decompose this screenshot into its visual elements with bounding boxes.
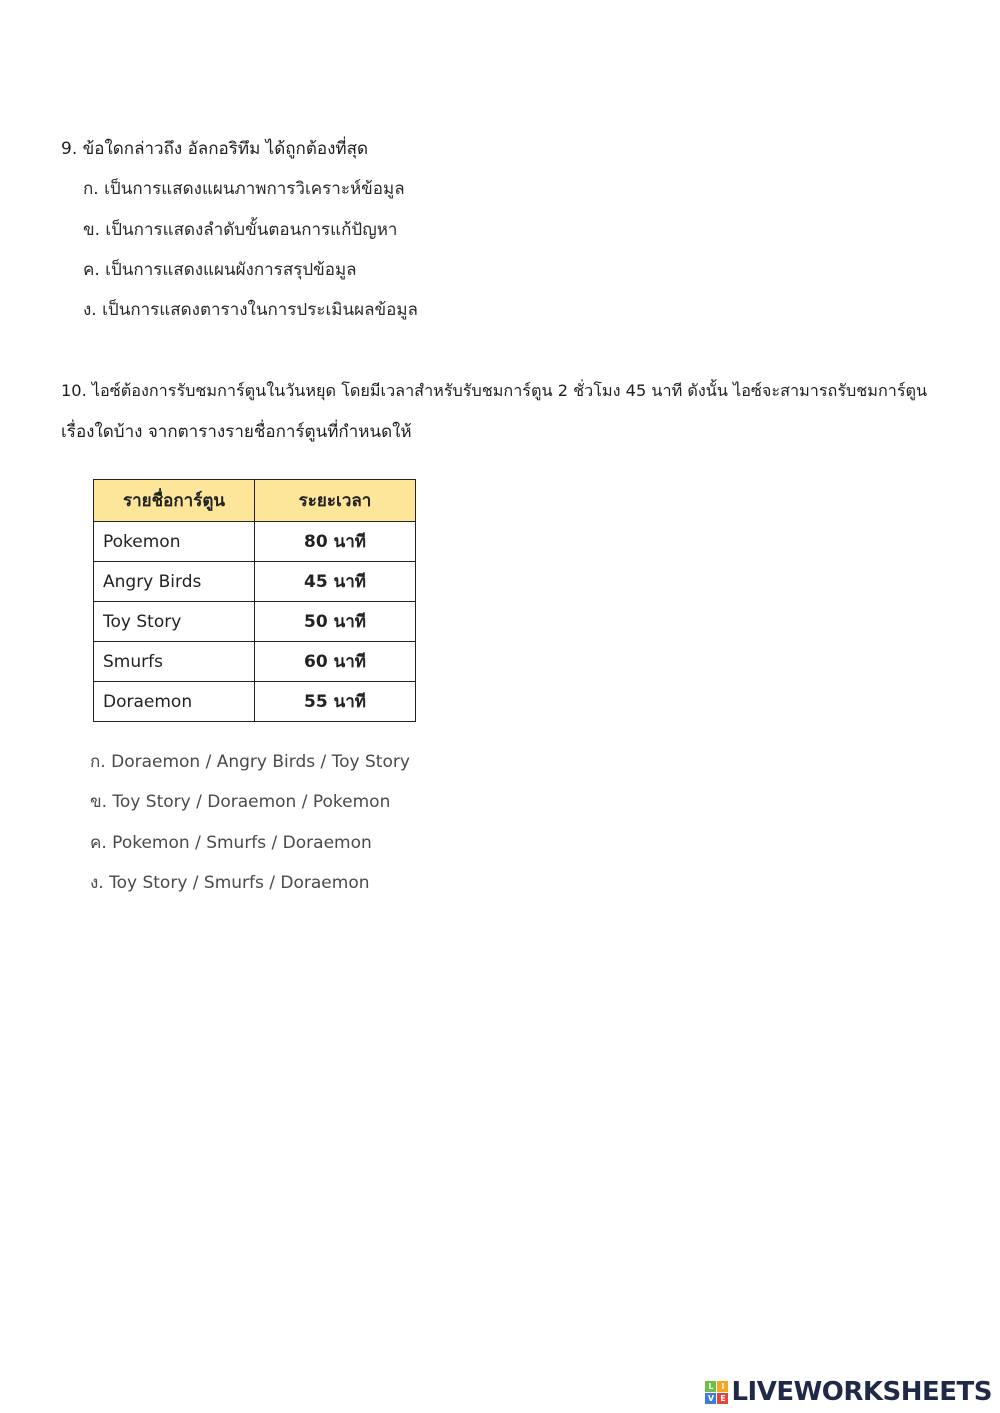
header-duration: ระยะเวลา [255,480,416,522]
question-10-choice-d[interactable]: ง. Toy Story / Smurfs / Doraemon [90,873,370,893]
duration-cell: 50 นาที [255,602,416,642]
table-row [94,682,416,722]
logo-letter-i: I [717,1381,728,1392]
cartoon-name-cell: Pokemon [94,522,255,562]
cartoon-name-cell: Smurfs [94,642,255,682]
table-row [94,562,416,602]
cartoon-table [93,479,416,722]
question-9-choice-d[interactable]: ง. เป็นการแสดงตารางในการประเมินผลข้อมูล [83,300,418,320]
table-row [94,522,416,562]
logo-text: LIVEWORKSHEETS [731,1377,992,1407]
logo-letter-e: E [717,1393,728,1404]
question-9-choice-a[interactable]: ก. เป็นการแสดงแผนภาพการวิเคราะห์ข้อมูล [83,179,405,199]
header-cartoon-name: รายชื่อการ์ตูน [94,480,255,522]
question-9-prompt: 9. ข้อใดกล่าวถึง อัลกอริทึม ได้ถูกต้องที่สุด [61,139,369,159]
duration-cell: 55 นาที [255,682,416,722]
question-10-choice-b[interactable]: ข. Toy Story / Doraemon / Pokemon [90,792,391,812]
cartoon-name-cell: Doraemon [94,682,255,722]
table-row [94,602,416,642]
cartoon-name-cell: Angry Birds [94,562,255,602]
question-9-choice-c[interactable]: ค. เป็นการแสดงแผนผังการสรุปข้อมูล [83,260,357,280]
duration-cell: 80 นาที [255,522,416,562]
duration-cell: 45 นาที [255,562,416,602]
question-10-choice-c[interactable]: ค. Pokemon / Smurfs / Doraemon [90,833,372,853]
logo-letter-l: L [705,1381,716,1392]
liveworksheets-logo [705,1377,992,1407]
question-10-prompt-line1: 10. ไอซ์ต้องการรับชมการ์ตูนในวันหยุด โดยมีเวลาสำหรับรับชมการ์ตูน 2 ชั่วโมง 45 นาที ดังนั้น ไอซ์จะสามารถรับชมการ์ตูน [61,381,928,400]
logo-mark-icon [705,1381,728,1404]
logo-letter-v: V [705,1393,716,1404]
question-10-prompt-line2: เรื่องใดบ้าง จากตารางรายชื่อการ์ตูนที่กำหนดให้ [61,422,412,442]
table-header-row [94,480,416,522]
duration-cell: 60 นาที [255,642,416,682]
table-row [94,642,416,682]
question-10-choice-a[interactable]: ก. Doraemon / Angry Birds / Toy Story [90,752,410,772]
cartoon-name-cell: Toy Story [94,602,255,642]
question-9-choice-b[interactable]: ข. เป็นการแสดงลำดับขั้นตอนการแก้ปัญหา [83,220,398,240]
